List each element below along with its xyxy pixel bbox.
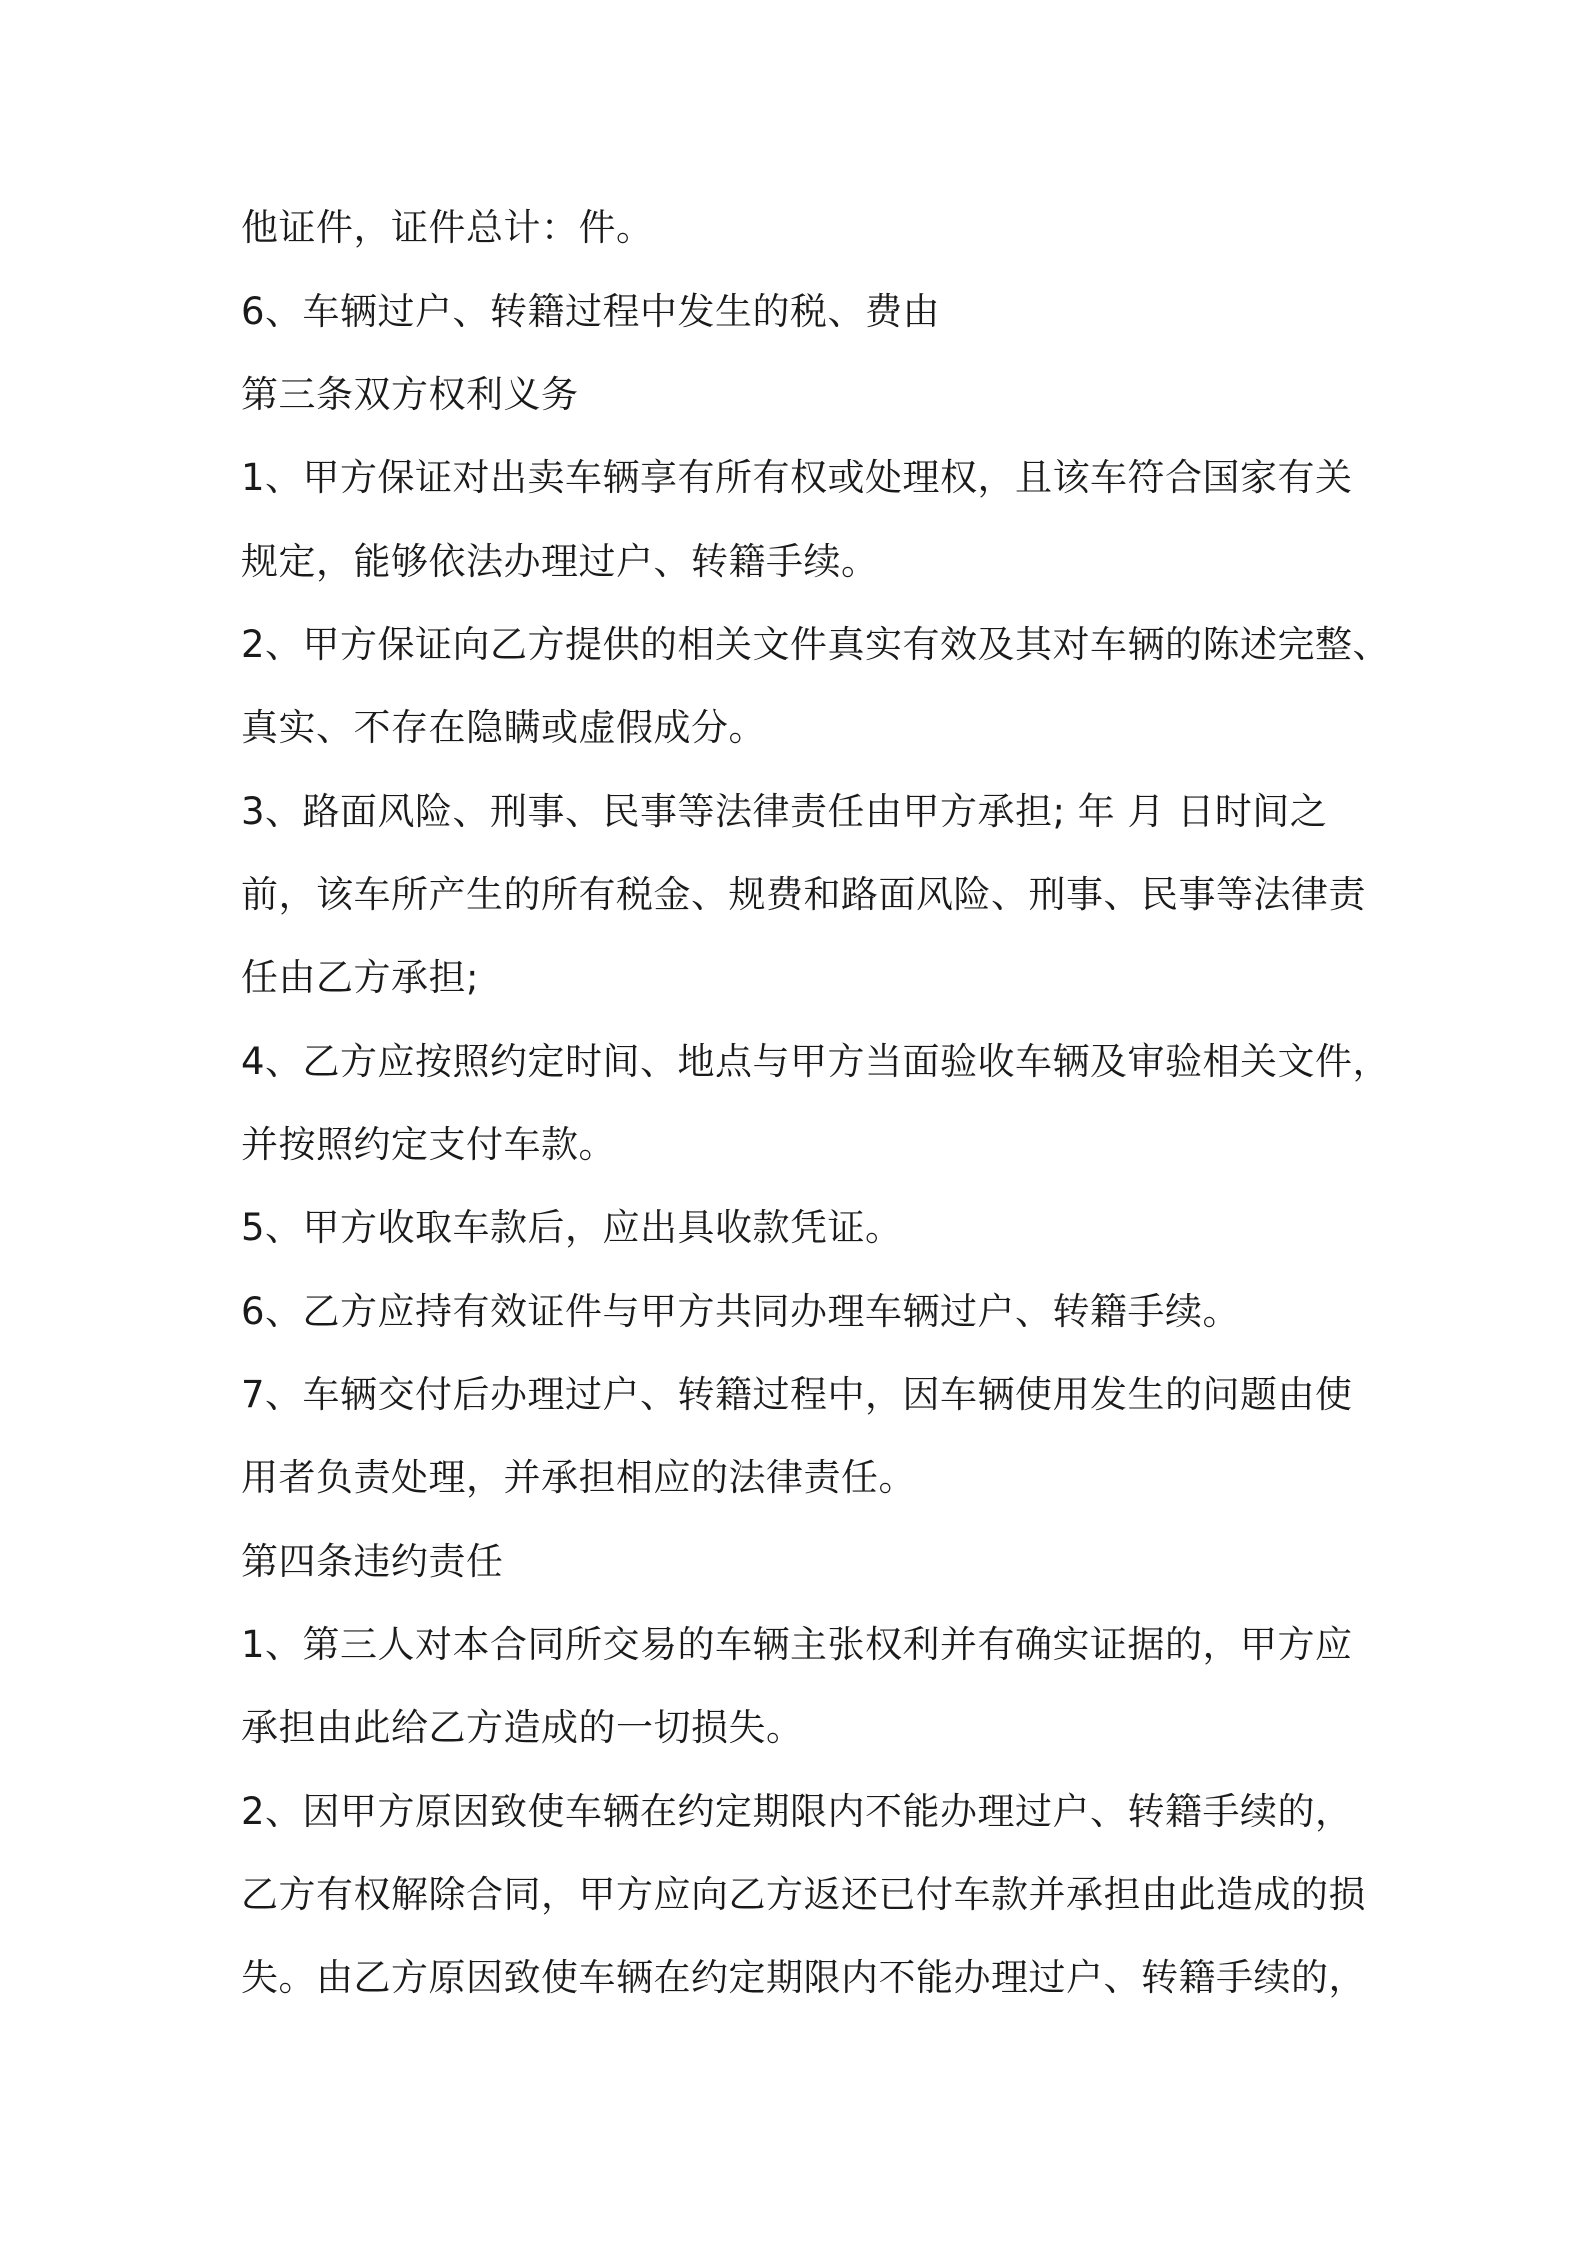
text-line: 2、甲方保证向乙方提供的相关文件真实有效及其对车辆的陈述完整、 — [241, 623, 1391, 666]
text-line: 5、甲方收取车款后，应出具收款凭证。 — [241, 1206, 903, 1249]
text-line: 1、第三人对本合同所交易的车辆主张权利并有确实证据的，甲方应 — [241, 1623, 1353, 1666]
text-line: 前，该车所产生的所有税金、规费和路面风险、刑事、民事等法律责 — [241, 873, 1366, 916]
text-line: 任由乙方承担; — [241, 956, 479, 999]
text-line: 他证件，证件总计：件。 — [241, 206, 654, 249]
text-line: 失。由乙方原因致使车辆在约定期限内不能办理过户、转籍手续的， — [241, 1956, 1366, 1999]
text-line: 7、车辆交付后办理过户、转籍过程中，因车辆使用发生的问题由使 — [241, 1373, 1353, 1416]
text-line: 规定，能够依法办理过户、转籍手续。 — [241, 540, 879, 583]
text-line: 并按照约定支付车款。 — [241, 1123, 616, 1166]
text-line: 用者负责处理，并承担相应的法律责任。 — [241, 1456, 916, 1499]
text-line: 6、车辆过户、转籍过程中发生的税、费由 — [241, 290, 941, 333]
section-heading: 第四条违约责任 — [241, 1540, 504, 1583]
text-line: 3、路面风险、刑事、民事等法律责任由甲方承担; 年 月 日时间之 — [241, 790, 1328, 833]
text-line: 承担由此给乙方造成的一切损失。 — [241, 1706, 804, 1749]
text-line: 真实、不存在隐瞒或虚假成分。 — [241, 706, 766, 749]
text-line: 6、乙方应持有效证件与甲方共同办理车辆过户、转籍手续。 — [241, 1290, 1241, 1333]
section-heading: 第三条双方权利义务 — [241, 373, 579, 416]
text-line: 乙方有权解除合同，甲方应向乙方返还已付车款并承担由此造成的损 — [241, 1873, 1366, 1916]
text-line: 2、因甲方原因致使车辆在约定期限内不能办理过户、转籍手续的， — [241, 1790, 1353, 1833]
text-line: 4、乙方应按照约定时间、地点与甲方当面验收车辆及审验相关文件， — [241, 1040, 1391, 1083]
text-line: 1、甲方保证对出卖车辆享有所有权或处理权，且该车符合国家有关 — [241, 456, 1353, 499]
